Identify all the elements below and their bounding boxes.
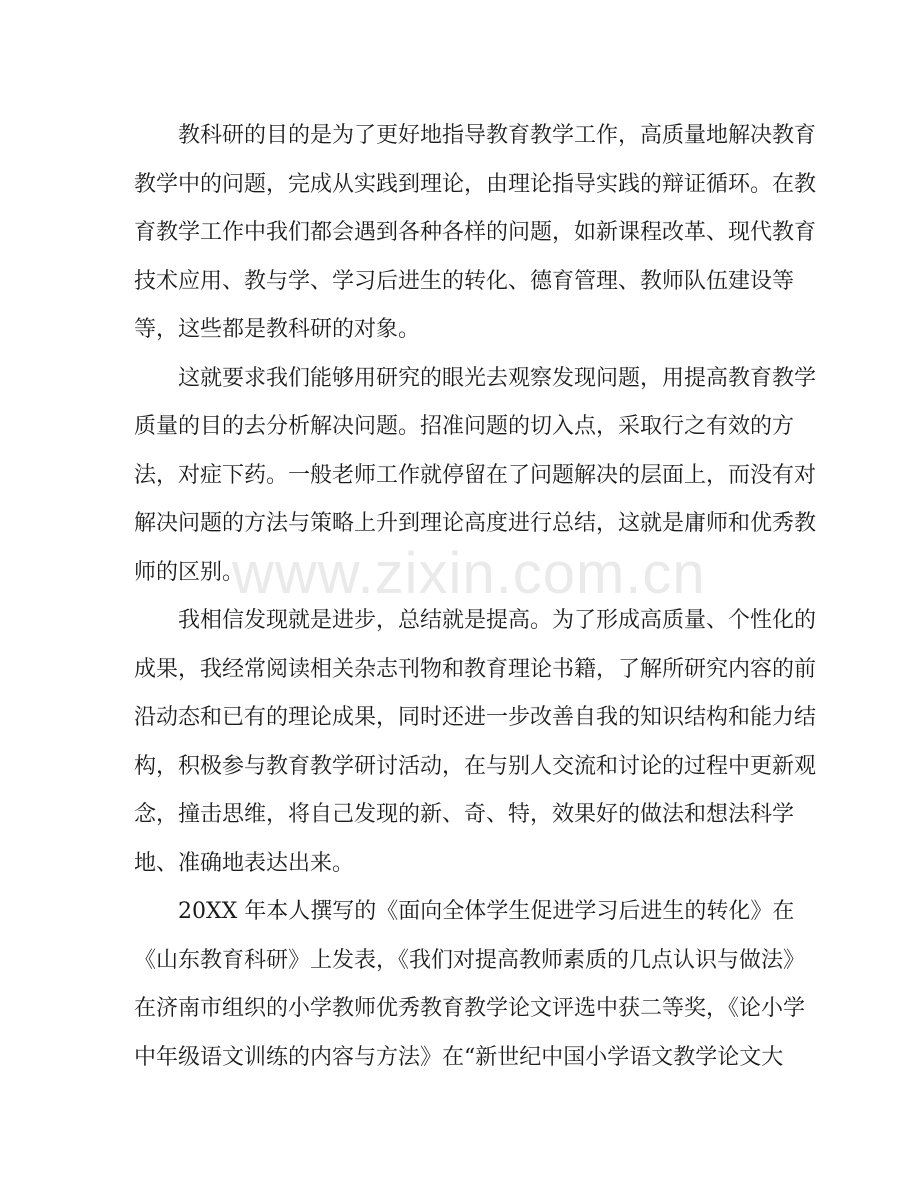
text-line: 中年级语文训练的内容与方法》在“新世纪中国小学语文教学论文大 — [134, 1044, 784, 1070]
text-line: 等，这些都是教科研的对象。 — [134, 317, 421, 342]
text-line: 在济南市组织的小学教师优秀教育教学论文评选中获二等奖，《论小学 — [134, 996, 806, 1021]
text-line: 教学中的问题，完成从实践到理论，由理论指导实践的辩证循环。在教 — [134, 171, 817, 197]
text-line: 质量的目的去分析解决问题。招准问题的切入点，采取行之有效的方 — [134, 414, 795, 439]
text-line: 地、准确地表达出来。 — [134, 850, 355, 876]
document-body — [134, 112, 817, 1082]
text-line: 技术应用、教与学、学习后进生的转化、德育管理、教师队伍建设等 — [134, 268, 795, 294]
watermark: www.zixin.com.cn — [232, 541, 706, 606]
text-line: 沿动态和已有的理论成果，同时还进一步改善自我的知识结构和能力结 — [134, 705, 817, 730]
paragraph-4 — [134, 888, 806, 1082]
paragraph-3 — [134, 597, 817, 888]
paragraph-2 — [134, 355, 817, 598]
text-line: 育教学工作中我们都会遇到各种各样的问题，如新课程改革、现代教育 — [134, 220, 817, 245]
paragraph-1 — [134, 112, 817, 355]
text-line: 这就要求我们能够用研究的眼光去观察发现问题，用提高教育教学 — [134, 365, 817, 391]
text-line: 我相信发现就是进步，总结就是提高。为了形成高质量、个性化的 — [134, 608, 817, 633]
text-line: 成果，我经常阅读相关杂志刊物和教育理论书籍，了解所研究内容的前 — [134, 656, 817, 682]
text-line: 念，撞击思维，将自己发现的新、奇、特，效果好的做法和想法科学 — [134, 802, 795, 827]
text-line: 师的区别。 — [134, 559, 245, 585]
text-line: 法，对症下药。一般老师工作就停留在了问题解决的层面上，而没有对 — [134, 462, 817, 488]
text-line: 《山东教育科研》上发表，《我们对提高教师素质的几点认识与做法》 — [134, 947, 806, 973]
text-line: 20XX 年本人撰写的《面向全体学生促进学习后进生的转化》在 — [134, 899, 795, 924]
text-line: 构，积极参与教育教学研讨活动，在与别人交流和讨论的过程中更新观 — [134, 753, 817, 779]
text-line: 解决问题的方法与策略上升到理论高度进行总结，这就是庸师和优秀教 — [134, 511, 817, 536]
text-line: 教科研的目的是为了更好地指导教育教学工作，高质量地解决教育 — [134, 123, 817, 148]
